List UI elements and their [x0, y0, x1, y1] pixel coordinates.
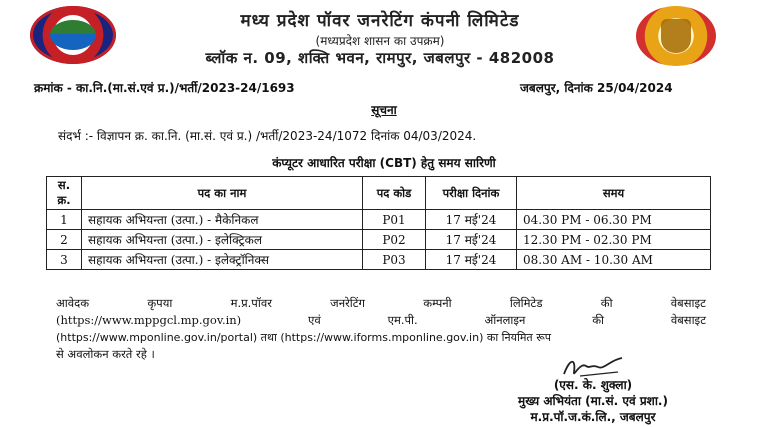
- word: एवं: [308, 313, 321, 327]
- mp-government-emblem: [636, 6, 716, 66]
- schedule-table: [46, 176, 711, 270]
- table-title: कंप्यूटर आधारित परीक्षा (CBT) हेतु समय सारिणी: [272, 156, 496, 170]
- instructions-line-2: [56, 312, 706, 329]
- cell-sno: 1: [47, 210, 82, 230]
- word: कृपया: [147, 296, 173, 310]
- cell-post: सहायक अभियन्ता (उत्पा.) - मैकेनिकल: [82, 210, 363, 230]
- word: वेबसाइट: [670, 313, 706, 327]
- cell-post: सहायक अभियन्ता (उत्पा.) - इलेक्ट्रॉनिक्स: [82, 250, 363, 270]
- word: वेबसाइट: [670, 296, 706, 310]
- notice-title: सूचना: [371, 103, 397, 117]
- reference-date: जबलपुर, दिनांक 25/04/2024: [520, 81, 673, 95]
- cell-time: 12.30 PM - 02.30 PM: [517, 230, 711, 250]
- instructions-line-3: (https://www.mponline.gov.in/portal) तथा (https://www.iforms.mponline.gov.in) का नियमित रूप: [56, 331, 551, 344]
- signatory-name: (एस. के. शुक्ला): [553, 378, 633, 392]
- instructions-paragraph: [56, 295, 706, 363]
- mppgcl-url[interactable]: (https://www.mppgcl.mp.gov.in): [56, 313, 242, 327]
- word: ऑनलाइन: [484, 313, 526, 327]
- word: एम.पी.: [387, 313, 418, 327]
- col-post: पद का नाम: [82, 177, 363, 210]
- signatory-designation: मुख्य अभियंता (मा.सं. एवं प्रशा.): [518, 394, 668, 408]
- cell-code: P01: [363, 210, 426, 230]
- cell-date: 17 मई'24: [426, 230, 517, 250]
- word: आवेदक: [56, 296, 90, 310]
- org-name: मध्य प्रदेश पॉवर जनरेटिंग कंपनी लिमिटेड: [240, 11, 520, 31]
- table-header-row: [47, 177, 711, 210]
- cell-date: 17 मई'24: [426, 210, 517, 230]
- col-time: समय: [517, 177, 711, 210]
- table-row: [47, 250, 711, 270]
- cell-date: 17 मई'24: [426, 250, 517, 270]
- address-line: ब्लॉक न. 09, शक्ति भवन, रामपुर, जबलपुर - 482008: [205, 49, 555, 67]
- instructions-line-1: [56, 295, 706, 312]
- cell-time: 04.30 PM - 06.30 PM: [517, 210, 711, 230]
- col-sno: स. क्र.: [47, 177, 82, 210]
- cell-code: P02: [363, 230, 426, 250]
- word: म.प्र.पॉवर: [230, 296, 272, 310]
- table-row: [47, 230, 711, 250]
- subject-line: संदर्भ :- विज्ञापन क्र. का.नि. (मा.सं. एवं प्र.) /भर्ती/2023-24/1072 दिनांक 04/03/2024.: [58, 129, 477, 143]
- reference-number: क्रमांक - का.नि.(मा.सं.एवं प्र.)/भर्ती/2023-24/1693: [34, 81, 295, 95]
- cell-sno: 2: [47, 230, 82, 250]
- col-code: पद कोड: [363, 177, 426, 210]
- word: की: [600, 296, 613, 310]
- cell-time: 08.30 AM - 10.30 AM: [517, 250, 711, 270]
- table-row: [47, 210, 711, 230]
- cell-sno: 3: [47, 250, 82, 270]
- word: की: [592, 313, 605, 327]
- word: लिमिटेड: [509, 296, 543, 310]
- cell-post: सहायक अभियन्ता (उत्पा.) - इलेक्ट्रिकल: [82, 230, 363, 250]
- mppgcl-logo: [30, 6, 116, 64]
- word: जनरेटिंग: [330, 296, 366, 310]
- word: कम्पनी: [423, 296, 452, 310]
- cell-code: P03: [363, 250, 426, 270]
- col-date: परीक्षा दिनांक: [426, 177, 517, 210]
- undertaking-line: (मध्यप्रदेश शासन का उपक्रम): [315, 34, 445, 48]
- instructions-line-4: से अवलोकन करते रहे ।: [56, 347, 155, 361]
- signatory-office: म.प्र.पॉ.ज.कं.लि., जबलपुर: [530, 410, 656, 424]
